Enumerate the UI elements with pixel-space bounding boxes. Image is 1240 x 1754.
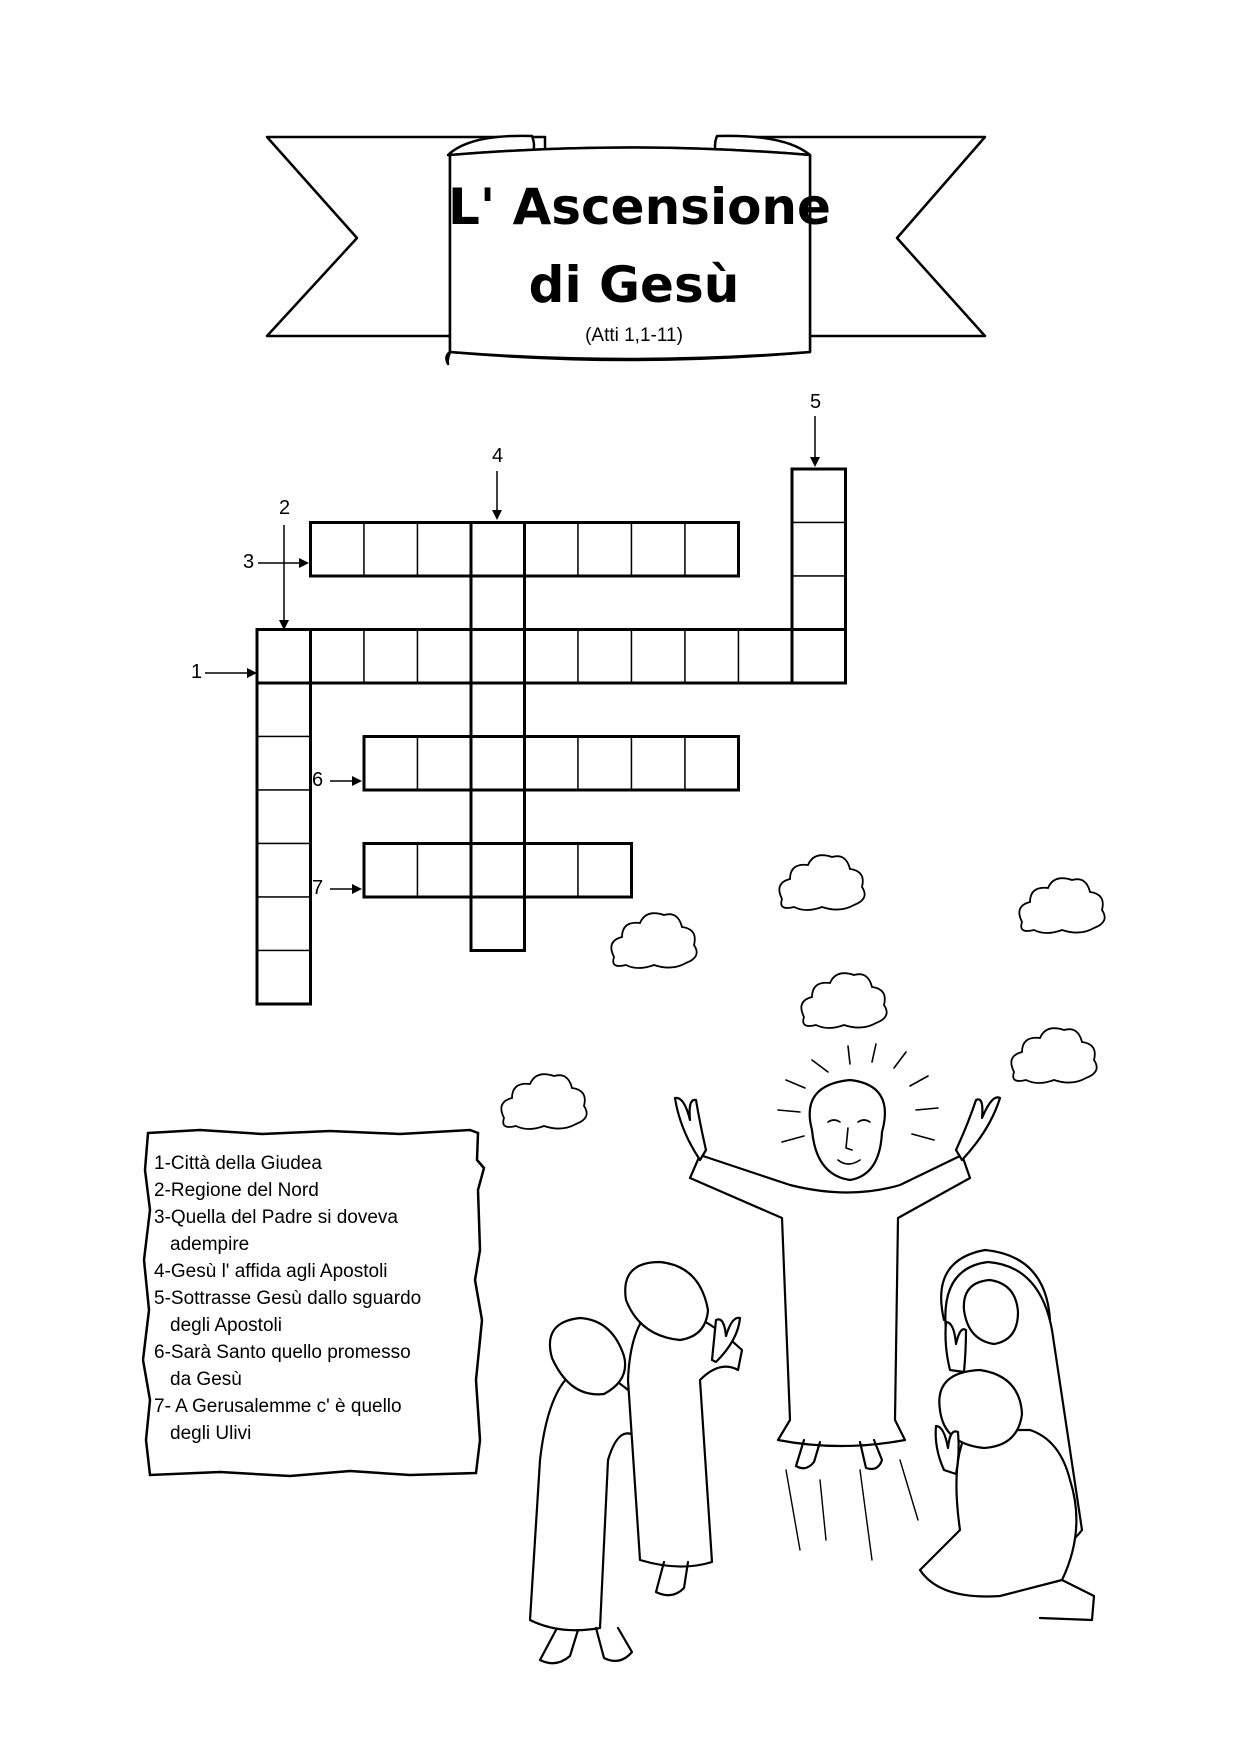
crossword-cell-r1-c3[interactable] bbox=[418, 523, 472, 577]
apostle-left-head bbox=[550, 1318, 625, 1394]
crossword-cell-r3-c7[interactable] bbox=[632, 630, 686, 684]
clue-3: 3-Quella del Padre si doveva bbox=[154, 1207, 398, 1228]
crossword-cell-r0-c10[interactable] bbox=[792, 469, 846, 523]
clue-number-3: 3 bbox=[243, 551, 255, 573]
crossword-cell-r5-c0[interactable] bbox=[257, 737, 311, 791]
cloud-1 bbox=[779, 855, 864, 910]
crossword-cell-r5-c6[interactable] bbox=[578, 737, 632, 791]
crossword-cell-r8-c0[interactable] bbox=[257, 897, 311, 951]
clue-number-1: 1 bbox=[191, 661, 203, 683]
cloud-2 bbox=[1019, 878, 1104, 933]
crossword-cell-r7-c2[interactable] bbox=[364, 844, 418, 898]
crossword-cell-r9-c0[interactable] bbox=[257, 951, 311, 1005]
clue-number-5: 5 bbox=[810, 391, 822, 413]
crossword-cell-r7-c6[interactable] bbox=[578, 844, 632, 898]
crossword-cell-r5-c2[interactable] bbox=[364, 737, 418, 791]
crossword-cell-r5-c7[interactable] bbox=[632, 737, 686, 791]
cloud-5 bbox=[1011, 1028, 1096, 1083]
crossword-cell-r2-c4[interactable] bbox=[471, 576, 525, 630]
clue-2: 2-Regione del Nord bbox=[154, 1180, 319, 1201]
crossword-cell-r5-c3[interactable] bbox=[418, 737, 472, 791]
clue-number-4: 4 bbox=[492, 445, 504, 467]
crossword-cell-r3-c5[interactable] bbox=[525, 630, 579, 684]
clue-6: 6-Sarà Santo quello promesso bbox=[154, 1342, 411, 1363]
crossword-cell-r3-c1[interactable] bbox=[311, 630, 365, 684]
crossword-cell-r6-c0[interactable] bbox=[257, 790, 311, 844]
crossword-cell-r3-c10[interactable] bbox=[792, 630, 846, 684]
cloud-3 bbox=[611, 913, 696, 968]
jesus-left-hand bbox=[675, 1098, 706, 1160]
crossword-cell-r6-c4[interactable] bbox=[471, 790, 525, 844]
crossword-cell-r3-c8[interactable] bbox=[685, 630, 739, 684]
crossword-cell-r4-c4[interactable] bbox=[471, 683, 525, 737]
cloud-6 bbox=[501, 1074, 586, 1129]
crossword-cell-r3-c9[interactable] bbox=[739, 630, 793, 684]
crossword-cell-r1-c6[interactable] bbox=[578, 523, 632, 577]
crossword-cell-r3-c2[interactable] bbox=[364, 630, 418, 684]
clue-7: 7- A Gerusalemme c' è quello bbox=[154, 1396, 402, 1417]
clue-4: 4-Gesù l' affida agli Apostoli bbox=[154, 1261, 388, 1282]
crossword-cell-r3-c0[interactable] bbox=[257, 630, 311, 684]
crossword-cell-r1-c10[interactable] bbox=[792, 523, 846, 577]
clues-list bbox=[154, 1150, 474, 1447]
clue-number-2: 2 bbox=[279, 497, 291, 519]
crossword-cell-r7-c4[interactable] bbox=[471, 844, 525, 898]
title-line-1: L' Ascensione bbox=[448, 178, 831, 236]
title-line-2: di Gesù bbox=[528, 256, 740, 314]
jesus-robe bbox=[690, 1155, 970, 1446]
crossword-cell-r5-c8[interactable] bbox=[685, 737, 739, 791]
crossword-cell-r1-c1[interactable] bbox=[311, 523, 365, 577]
crossword-cell-r5-c5[interactable] bbox=[525, 737, 579, 791]
crossword-cell-r1-c7[interactable] bbox=[632, 523, 686, 577]
crossword-grid bbox=[257, 469, 846, 1004]
clue-7-continuation: degli Ulivi bbox=[170, 1423, 252, 1444]
ascension-trail bbox=[786, 1460, 918, 1560]
clue-number-7: 7 bbox=[312, 877, 324, 899]
clue-6-continuation: da Gesù bbox=[170, 1369, 242, 1390]
crossword-cell-r1-c5[interactable] bbox=[525, 523, 579, 577]
crossword-cell-r7-c3[interactable] bbox=[418, 844, 472, 898]
ascension-illustration bbox=[530, 1044, 1094, 1663]
kneeling-apostle-hands bbox=[936, 1426, 959, 1474]
crossword-cell-r3-c3[interactable] bbox=[418, 630, 472, 684]
clue-5-continuation: degli Apostoli bbox=[170, 1315, 282, 1336]
crossword-cell-r3-c4[interactable] bbox=[471, 630, 525, 684]
crossword-cell-r1-c2[interactable] bbox=[364, 523, 418, 577]
crossword-cell-r7-c0[interactable] bbox=[257, 844, 311, 898]
crossword-cell-r1-c8[interactable] bbox=[685, 523, 739, 577]
clue-1: 1-Città della Giudea bbox=[154, 1153, 322, 1174]
crossword-cell-r5-c4[interactable] bbox=[471, 737, 525, 791]
clue-5: 5-Sottrasse Gesù dallo sguardo bbox=[154, 1288, 422, 1309]
crossword-cell-r1-c4[interactable] bbox=[471, 523, 525, 577]
crossword-cell-r7-c5[interactable] bbox=[525, 844, 579, 898]
crossword-cell-r3-c6[interactable] bbox=[578, 630, 632, 684]
cloud-4 bbox=[801, 973, 886, 1028]
crossword-cell-r4-c0[interactable] bbox=[257, 683, 311, 737]
crossword-cell-r2-c10[interactable] bbox=[792, 576, 846, 630]
crossword-cell-r8-c4[interactable] bbox=[471, 897, 525, 951]
title-reference: (Atti 1,1-11) bbox=[585, 325, 683, 346]
clue-number-6: 6 bbox=[312, 769, 324, 791]
clue-3-continuation: adempire bbox=[170, 1234, 250, 1255]
jesus-right-hand bbox=[956, 1097, 1000, 1160]
